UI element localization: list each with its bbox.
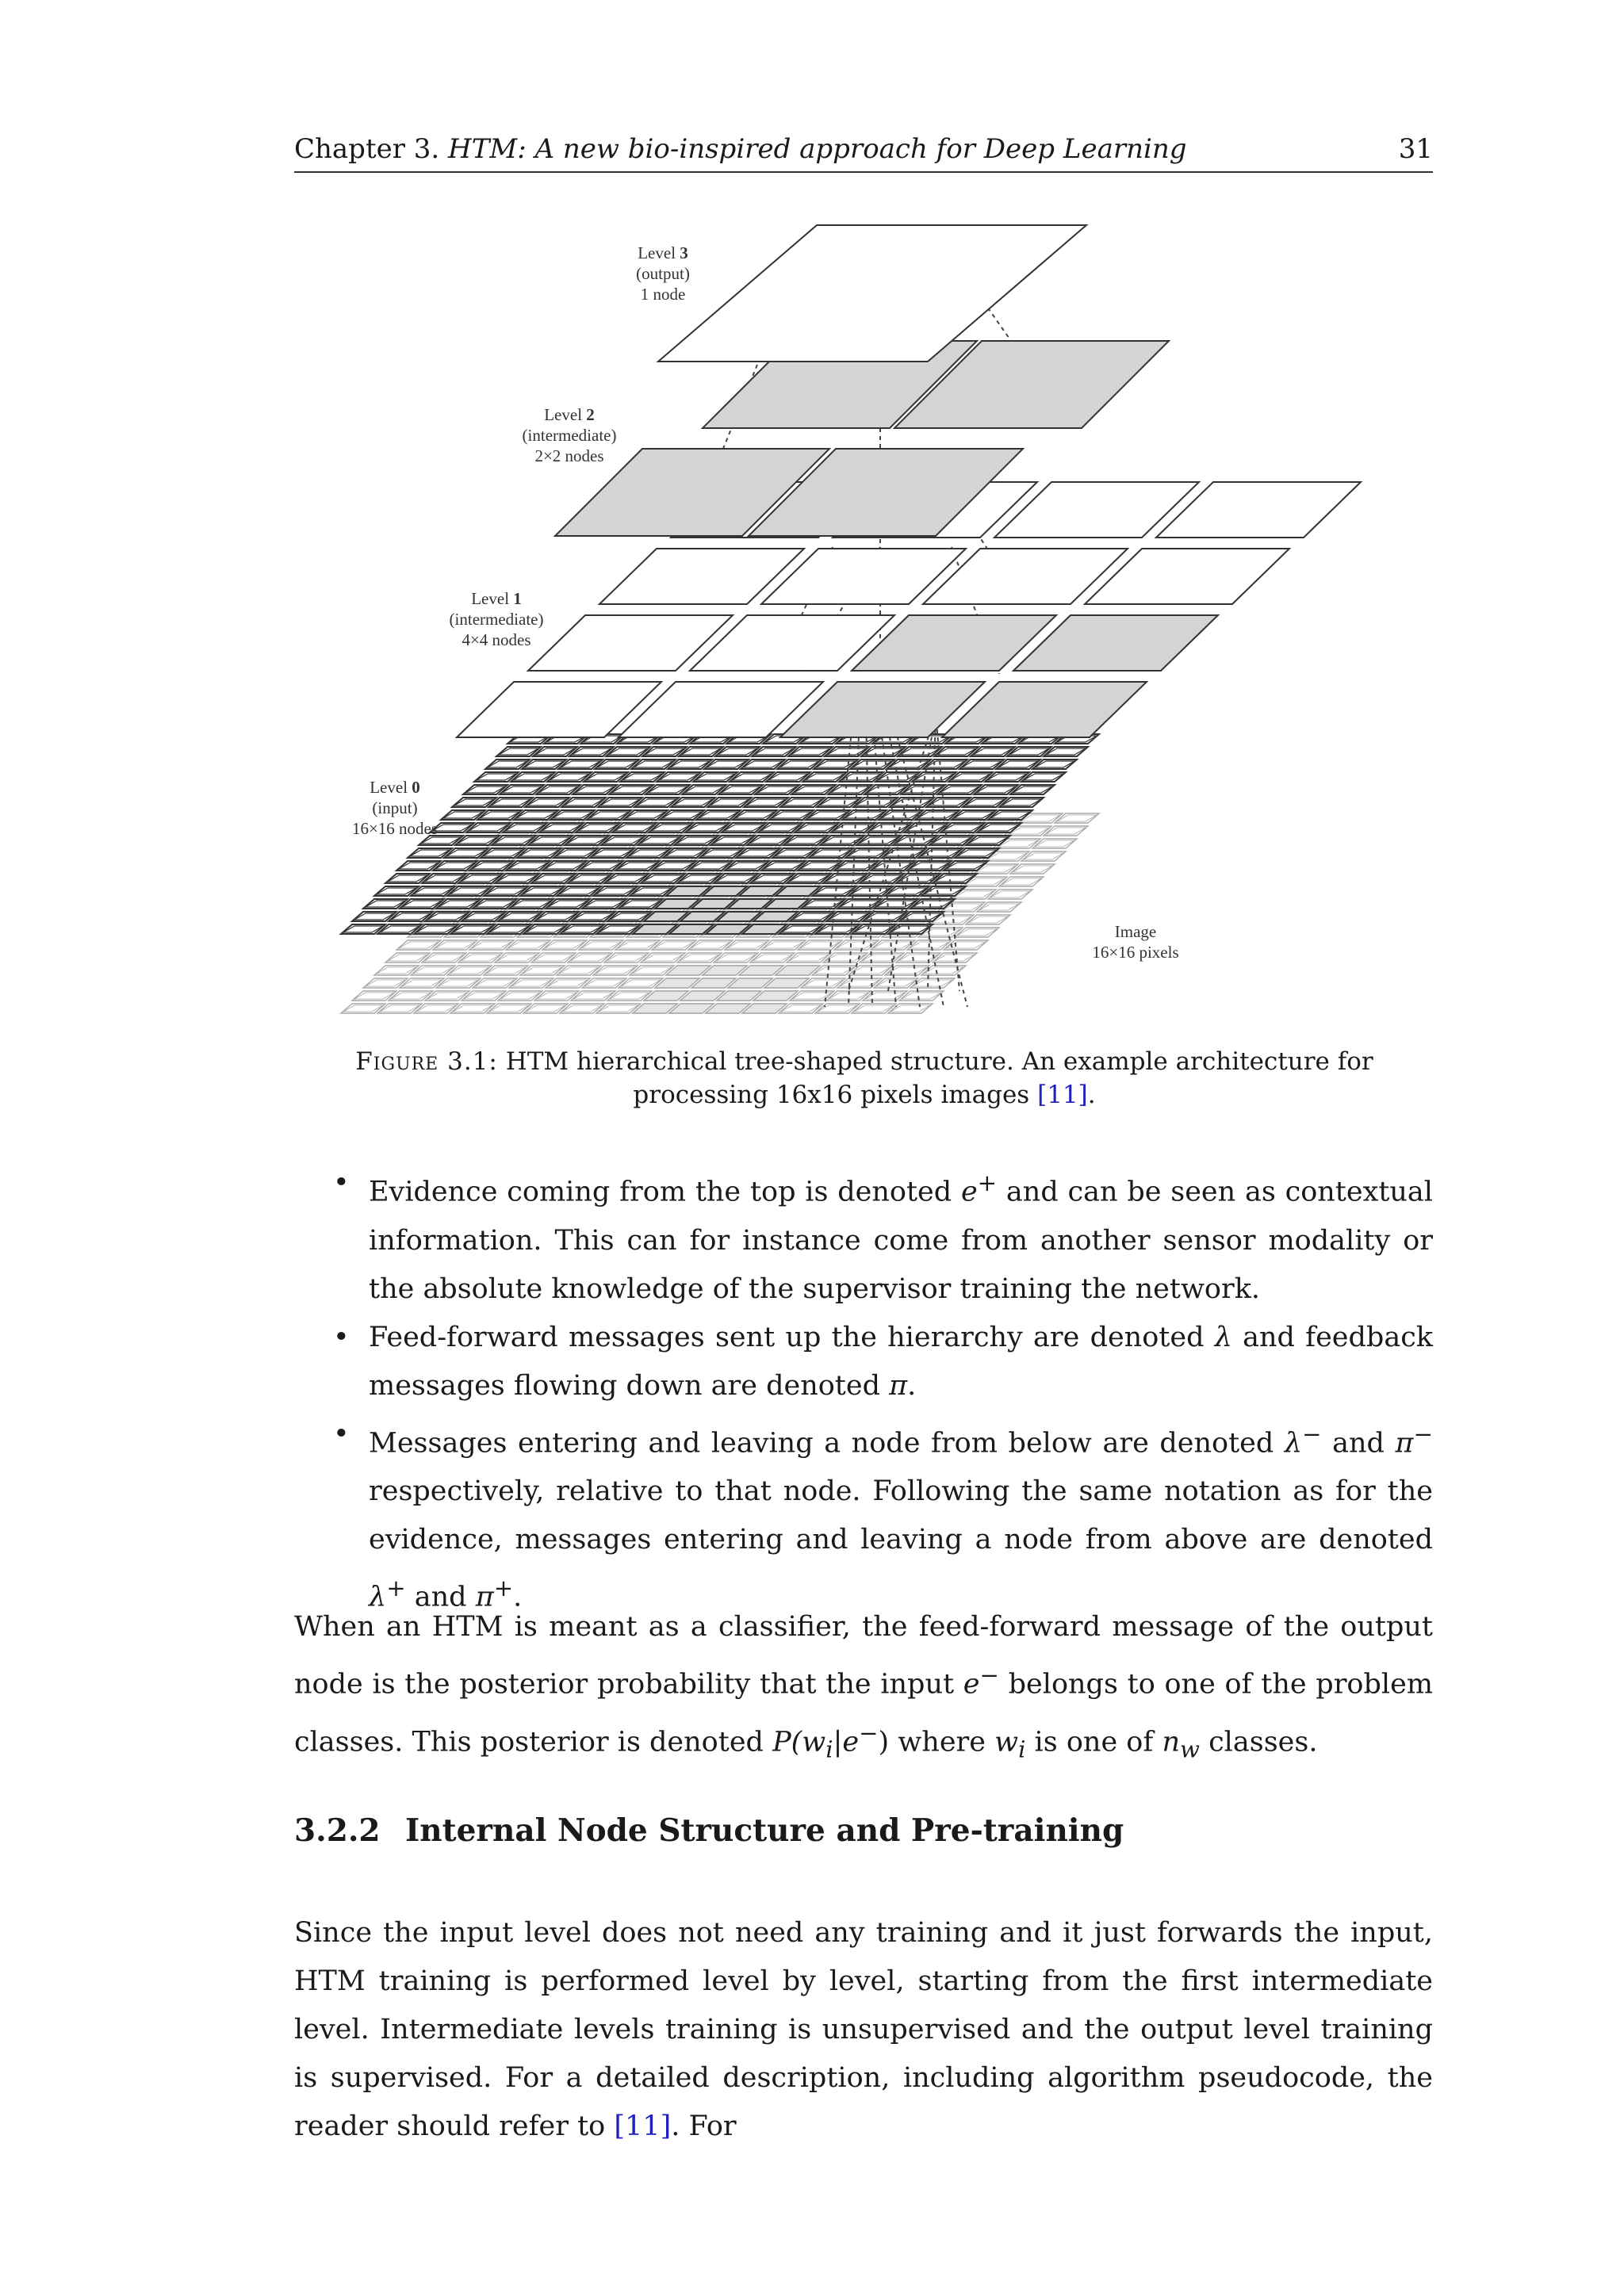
- citation-link[interactable]: [11]: [614, 2110, 672, 2142]
- level-1-label: [450, 589, 544, 649]
- figure-label: Figure 3.1:: [355, 1047, 498, 1076]
- svg-text:Level 1: Level 1: [471, 589, 522, 608]
- level-2-label: [523, 405, 617, 465]
- level-0-label: [352, 778, 438, 838]
- bullet-list: [333, 1159, 1433, 1622]
- paragraph-classifier: When an HTM is meant as a classifier, the feed-forward message of the output node is the posterior probability that the input e− belongs to one of the problem classes. This posterior is denoted $P(w_i|e^-)$ where $w_i$ is one of $n_w$ classes.: [294, 1611, 1434, 1763]
- section-title: Internal Node Structure and Pre-training: [405, 1812, 1124, 1849]
- list-item: • Evidence coming from the top is denoted e+ and can be seen as contextual information. This can for instance come from another sensor modality or the absolute knowledge of the supervisor training the network.: [333, 1159, 1433, 1314]
- section-number: 3.2.2: [294, 1812, 381, 1849]
- svg-text:(intermediate): (intermediate): [522, 426, 617, 445]
- svg-text:Level 0: Level 0: [370, 778, 420, 797]
- svg-text:1 node: 1 node: [640, 285, 686, 304]
- svg-text:(intermediate): (intermediate): [449, 610, 544, 629]
- citation-link[interactable]: [11]: [1037, 1081, 1088, 1109]
- svg-text:16×16 pixels: 16×16 pixels: [1092, 943, 1179, 962]
- caption-text: HTM hierarchical tree-shaped structure. An example architecture for processing 16x16 pixels images: [505, 1047, 1373, 1109]
- svg-text:(output): (output): [636, 264, 690, 283]
- svg-text:Level 2: Level 2: [544, 405, 595, 424]
- figure-caption: [333, 1045, 1396, 1112]
- page-number: 31: [1398, 133, 1433, 165]
- svg-text:2×2 nodes: 2×2 nodes: [534, 446, 604, 465]
- section-heading: [294, 1812, 1124, 1849]
- svg-text:(input): (input): [372, 798, 418, 817]
- list-item: • Feed-forward messages sent up the hierarchy are denoted λ and feedback messages flowing down are denoted π.: [333, 1314, 1433, 1410]
- level-3-label: [636, 243, 690, 304]
- running-head: Chapter 3. HTM: A new bio-inspired approach for Deep Learning: [294, 133, 1187, 165]
- image-label: [1092, 922, 1178, 962]
- svg-text:16×16 nodes: 16×16 nodes: [351, 819, 439, 838]
- list-item: • Messages entering and leaving a node from below are denoted λ− and π− respectively, relative to that node. Following the same notation as for the evidence, messages entering and leaving a node from above are denoted λ+ and π+.: [333, 1410, 1433, 1622]
- caption-end: .: [1087, 1081, 1096, 1109]
- svg-text:Level 3: Level 3: [638, 243, 688, 262]
- htm-hierarchy-figure: [0, 0, 1624, 1031]
- paragraph-training: Since the input level does not need any training and it just forwards the input, HTM training is performed level by level, starting from the first intermediate level. Intermediate levels training is unsupervised and the output level training is supervised. For a detailed description, including algorithm pseudocode, the reader should refer to [11]. For: [294, 1917, 1433, 2142]
- svg-text:Image: Image: [1114, 922, 1157, 941]
- svg-text:4×4 nodes: 4×4 nodes: [462, 630, 531, 649]
